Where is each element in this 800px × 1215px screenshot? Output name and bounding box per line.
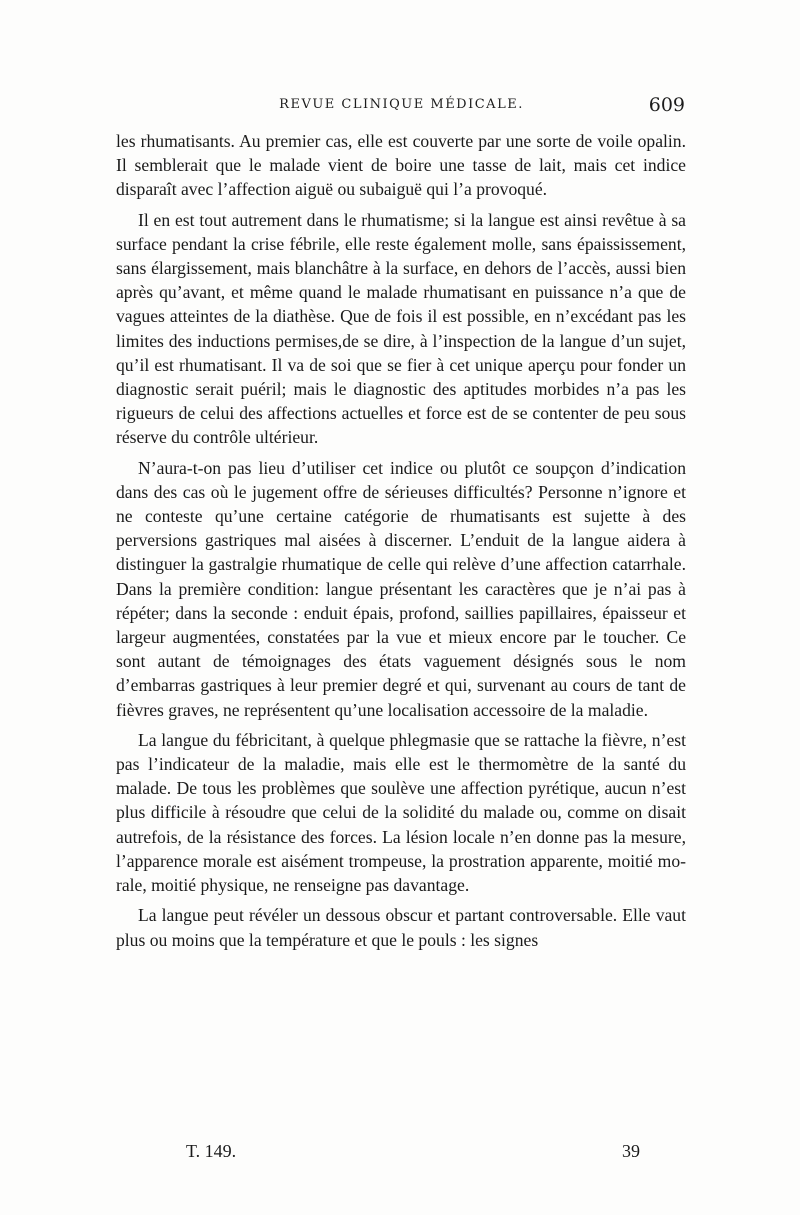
running-title: REVUE CLINIQUE MÉDICALE. [279,97,524,112]
page-number: 609 [648,94,685,116]
volume-number: T. 149. [186,1141,237,1161]
paragraph: La langue peut révéler un dessous obscur et partant controversable. Elle vaut plus ou moins que la température et que le pouls : les signes [116,905,686,950]
paragraph: N’aura-t-on pas lieu d’utiliser cet indice ou plutôt ce soupçon d’indication dans des cas où le jugement offre de sérieuses difficultés? Personne n’ignore et ne conteste qu’une certaine catégorie de rhumatisants est sujette à des perversions gastriques mal aisées à discerner. L’enduit de la langue aidera à distinguer la gastralgie rhumatique de celle qui relève d’une affection catarrhale. Dans la première condition: langue présentant les caractères que je n’ai pas à répéter; dans la seconde : enduit épais, profond, saillies papillaires, épaisseur et largeur augmentées, constatées par la vue et mieux encore par le toucher. Ce sont autant de témoignages des états vaguement désignés sous le nom d’embarras gastriques à leur premier degré et qui, survenant au cours de tant de fièvres graves, ne représentent qu’une localisation accessoire de la maladie. [116,457,686,720]
signature-mark: 39 [622,1141,640,1161]
paragraph: La langue du fébricitant, à quelque phlegmasie que se rattache la fièvre, n’est pas l’indicateur de la maladie, mais elle est le thermomètre de la santé du malade. De tous les problèmes que soulève une affection pyrétique, aucun n’est plus difficile à résoudre que celui de la solidité du malade ou, comme on disait autrefois, de la résistance des forces. La lésion locale n’en donne pas la mesure, l’apparence morale est aisément trompeuse, la prostration apparente, moitié morale, moitié physique, ne renseigne pas davantage. [116,729,686,896]
body-text [116,129,686,958]
paragraph: Il en est tout autrement dans le rhumatisme; si la langue est ainsi revêtue à sa surface pendant la crise fébrile, elle reste également molle, sans épaississement, sans élargissement, mais blanchâtre à la surface, en dehors de l’accès, aussi bien après qu’avant, et même quand le malade rhumatisant en puissance n’a que de vagues atteintes de la diathèse. Que de fois il est possible, en n’excédant pas les limites des inductions permises,de se dire, à l’inspection de la langue d’un sujet, qu’il est rhumatisant. Il va de soi que se fier à cet unique aperçu pour fonder un diagnostic serait puéril; mais le diagnostic des aptitudes morbides n’a pas les rigueurs de celui des affections actuelles et force est de se contenter de peu sous réserve du contrôle ultérieur. [116,209,686,448]
paragraph-continuation: les rhumatisants. Au premier cas, elle est couverte par une sorte de voile opalin. Il semblerait que le malade vient de boire une tasse de lait, mais cet indice disparaît avec l’affection aiguë ou subaiguë qui l’a provoqué. [116,131,686,200]
page-footer [186,1141,640,1165]
page-header [118,94,685,121]
